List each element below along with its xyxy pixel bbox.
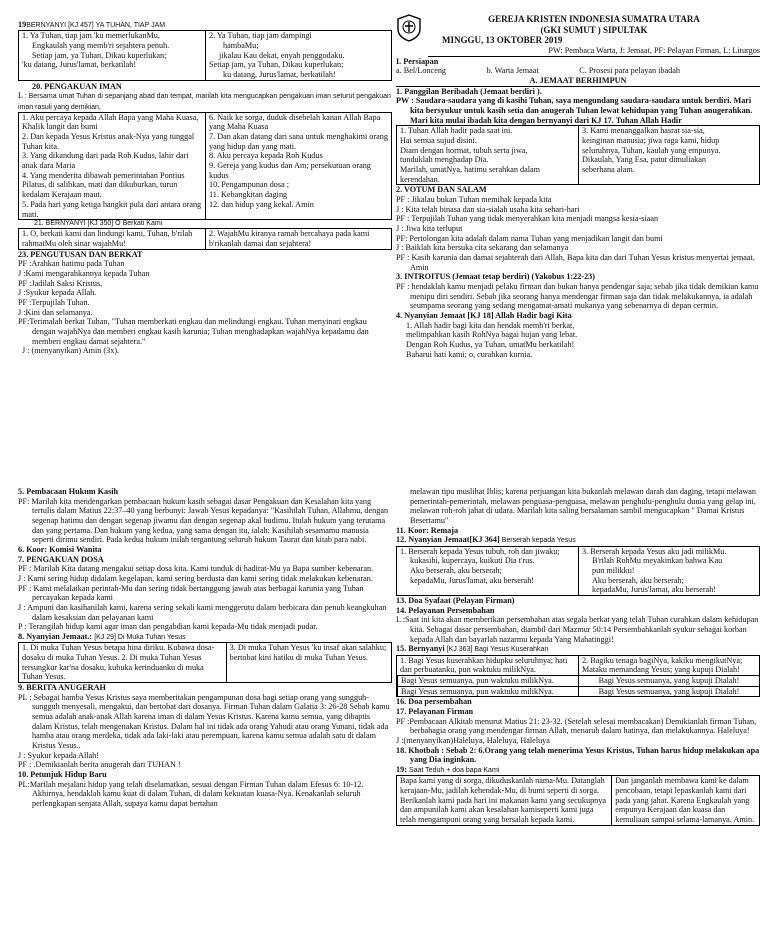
- introitus-text: PF : hendaklah kamu menjadi pelaku firman dan bukan hanya pendengar saja; sebab jika tidak demikian kamu menipu diri sendiri. Sebab jika seorang hanya mendengar firman saja dan tidak melakukannya, ia adalah seumpama seorang yang sedang mengamat-amati mukanya yang sebenarnya di depan cermin.: [396, 281, 759, 311]
- song-21-right: 2. WajahMu kiranya ramah bercahaya pada kami b'rikanlah damai dan sejahtera!: [205, 229, 391, 248]
- confession-line: J : Kami sering hidup didalam kegelapan, kami sering berdusta dan kami sering tidak melakukan kebenaran.: [18, 574, 373, 584]
- page-left-bottom: [18, 487, 392, 927]
- church-branch: (GKI SUMUT ) SIPULTAK: [540, 24, 648, 35]
- church-name: GEREJA KRISTEN INDONESIA SUMATRA UTARA: [488, 14, 700, 24]
- offering-text: L :Saat ini kita akan memberikan persembahan atas segala berkat yang telah Tuhan curahkan dalam kehidupan kita. Sebagai dasar persembahan, diambil dari Mazmur 50:14 Persembahkanlah syukur sebagai korban kepada Allah dan bayarlah nazarmu kepada Yang Mahatinggi!: [396, 615, 759, 644]
- hallelujah-line: J :(menyanyikan)Haleluya, Haleluya, Haleluya: [396, 735, 550, 745]
- creed-heading: 20. PENGAKUAN IMAN: [32, 81, 122, 91]
- role-legend: PW: Pembaca Warta, J: Jemaat, PF: Pelayan Firman, L: Liturgos: [428, 46, 760, 57]
- service-date: MINGGU, 13 OKTOBER 2019: [442, 35, 563, 46]
- grace-response: J : Syukur kepada Allah!: [18, 750, 99, 760]
- song-19-heading: 19BERNYANYI [KJ 457] YA TUHAN, TIAP JAM: [18, 20, 166, 29]
- preparation-items: a. Bel/Lonceng b. Warta Jemaat C. Prosesi para pelayan ibadah: [396, 66, 680, 76]
- blessing-text: PF:Terimalah berkat Tuhan, "Tuhan memberkati engkau dan melindungi engkau. Tuhan menyinari engkau dengan wajahNya dan memberi engkau kasih karunia; Tuhan menghadapkan wajahNya kepadamu dan memberi engkau damai sejahtera.": [18, 317, 369, 346]
- song-12-box: [396, 546, 760, 596]
- votum-line: J : Baiklah kita bersuka cita sekarang dan selamanya: [396, 243, 569, 253]
- kj17-right: 3. Kami menanggalkan hasrat sia-sia, keinginan manusia; jiwa raga kami, hidup seluruhnya, Tuhan, kaulah yang empunya. Dikaulah, Yang Esa, patut dimuliakan seberhana alam.: [578, 126, 759, 184]
- song-19-right: 2. Ya Tuhan, tiap jam dampingi hambaMu; jikalau Kau dekat, enyah penggodaku. Setiap jam, ya Tuhan, Dikau kuperlukan; ku datang, Jurus'lamat, berkatilah!: [205, 31, 391, 79]
- song-12-heading: 12. Nyanyian Jemaat[KJ 364] Berserah kepada Yesus: [396, 535, 576, 545]
- offering-prayer-heading: 16. Doa persembahan: [396, 697, 472, 707]
- grace-heading: 9. BERITA ANUGERAH: [18, 683, 106, 693]
- law-text: PF: Marilah kita mendengarkan pembacaan hukum kasih sebagai dasar Pengakuan dan Kesalahan kita yang tertulis dalam Matius 22:37–40 yang berbunyi: Jawab Yesus kepadanya: "Kasihilah Tuhan, Allahmu, dengan segenap hatimu dan dengan segenap jiwamu dan dengan segenap akal budimu. Itulah hukum yang terutama dan yang pertama. Dan hukum yang kedua, yang sama dengan itu, ialah: Kasihilah sesamamu manusia seperti dirimu sendiri. Pada kedua hukum inilah tergantung seluruh hukum Taurat dan kitab para nabi.: [18, 496, 389, 545]
- song-12-left: 1. Berserah kepada Yesus tubuh, roh dan jiwaku; kukasihi, kupercaya, kuikuti Dia t'rus. Aku berserah, aku berserah; kepadaMu, Jurus'lamat, aku berserah!: [400, 546, 560, 585]
- lords-prayer-box: [396, 775, 760, 825]
- song-8-box: [18, 642, 392, 683]
- confession-heading: 7. PENGAKUAN DOSA: [18, 554, 104, 564]
- page-right-top: [396, 14, 760, 420]
- church-header: [396, 14, 760, 57]
- song-4-line: Dengan Roh Kudus, ya Tuhan, umatMu berkatilah!: [406, 339, 575, 349]
- confession-line: J : Ampuni dan kasihanilah kami, karena sering sekali kami menggerutu dalam berbicara dan penuh keangkuhan dalam kesaksian dan pelayanan kami: [18, 603, 387, 622]
- call-text: PW : Saudara-saudara yang di kasihi Tuhan, saya mengundang saudara-saudara untuk berdiri. Mari kita bersyukur untuk kasih setia dan anugerah Tuhan lewat kehidupan yang Tuhan anugerahkan. Mari kita mulai ibadah kita dengan bernyanyi dari KJ 17. Tuhan Allah Hadir: [396, 96, 753, 125]
- sending-line: J :Syukur kepada Allah.: [18, 288, 97, 298]
- votum-line: PF : Terpujilah Tuhan yang tidak menyerahkan kita menjadi mangsa kesia-siaan: [396, 214, 659, 224]
- section-a-heading: A. JEMAAT BERHIMPUN: [396, 76, 760, 87]
- song-8-left: 1. Di muka Tuhan Yesus betapa hina diriku. Kubawa dosa-dosaku di muka Tuhan Yesus. 2. Di muka Tuhan Yesus tersungkur kar'na dosaku, kubuka kerinduanku di muka Tuhan Yesus.: [22, 643, 215, 682]
- song-15-cell: 1. Bagi Yesus kuserahkan hidupku seluruhnya; hati dan perbuatanku, pun waktuku milikNya.: [400, 655, 568, 675]
- sending-line: PF :Terpujilah Tuhan.: [18, 298, 90, 308]
- sending-heading: 23. PENGUTUSAN DAN BERKAT: [18, 249, 143, 259]
- votum-line: PF : Kasih karunia dan damai sejahterah dari Allah, Bapa kita dan dari Tuhan Yesus kristus menyertai jemaat. Amin: [396, 252, 755, 272]
- prayer-heading: 19: Saat Teduh + doa bapa Kami: [396, 764, 500, 774]
- song-21-heading: 21. BERNYANYI [KJ 350] O Berkati Kami: [34, 220, 163, 228]
- song-4-heading: 4. Nyanyian Jemaat [KJ 18] Allah Hadir bagi Kita: [396, 310, 572, 320]
- song-4-line: melimpahkan kasih RohNya bagai hujan yang lebat.: [406, 330, 578, 340]
- choir-heading: 6. Koor: Komisi Wanita: [18, 545, 102, 555]
- sermon-heading: 18. Khotbah : Sebab 2: 6.Orang yang telah menerima Yesus Kristus, Tuhan harus hidup melakukan apa yang Dia inginkan.: [396, 745, 760, 765]
- song-15-cell: Bagi Yesus semuanya, yang kupuji Dialah!: [578, 686, 759, 697]
- creed-right: 6. Naik ke sorga, duduk disebelah kanan Allah Bapa yang Maha Kuasa 7. Dan akan datang dari sana untuk menghakimi orang yang hidup dan yang mati. 8. Aku percaya kepada Roh Kudus 9. Gereja yang kudus dan Am; persekutuan orang kudus 10. Pengampunan dosa ; 11. Kebangkitan daging 12. dan hidup yang kekal. Amin: [205, 113, 391, 219]
- call-heading: 1. Panggilan Beribadah (Jemaat berdiri ).: [396, 86, 542, 96]
- introitus-heading: 3. INTROITUS (Jemaat tetap berdiri) (Yakobus 1:22-23): [396, 272, 595, 282]
- creed-left: 1. Aku percaya kepada Allah Bapa yang Maha Kuasa, Khalik langit dan bumi 2. Dan kepada Yesus Kristus anak-Nya yang tunggal Tuhan kita. 3. Yang dikandung dari pada Roh Kudus, lahir dari anak dara Maria 4. Yang menderita dibawah pemerintahan Pontius Pilatus, di salibkan, mati dan dikuburkan, turun kedalam Kerajaan maut. 5. Pada hari yang ketiga bangkit pula dari antara orang mati.: [22, 112, 202, 219]
- kj17-box: [396, 125, 760, 185]
- votum-line: PF : Jikalau bukan Tuhan memihak kepada kita: [396, 194, 552, 204]
- votum-line: J : Jiwa kita terluput: [396, 223, 463, 233]
- song-19-left: 1. Ya Tuhan, tiap jam 'ku memerlukanMu, Engkaulah yang memb'ri sejahtera penuh. Setiap jam, ya Tuhan, Dikau kuperlukan; 'ku datang, Jurus'lamat, berkatilah!: [22, 31, 170, 70]
- blessing-amin: J : (menyanyikan) Amin (3x).: [22, 346, 120, 356]
- scripture-text: PF :Pembacaan Alkitab menurut Matius 21: 23-32. (Setelah selesai membacakan) Demikianlah firman Tuhan, berbahagia orang yang mendengar firman Allah, menaruh dalam hatinya, dan melakukannya. Haleluya!: [396, 716, 757, 736]
- kj17-left: 1. Tuhan Allah hadir pada saat ini. Hai semua sujud disini. Diam dengan hormat, tubuh serta jiwa, tunduklah menghadap Dia. Marilah, umatNya, hatimu serahkan dalam kerendahan.: [400, 126, 541, 184]
- song-19-box: [18, 30, 392, 80]
- new-life-heading: 10. Petunjuk Hidup Baru: [18, 770, 107, 780]
- confession-line: PF : Marilah Kita datang mengakui setiap dosa kita. Kami tunduk di hadirat-Mu ya Bapa sumber kebenaran.: [18, 564, 374, 574]
- song-15-cell: 2. Bagiku tenaga bagiNya, kakiku mengikutNya; Mataku memandang Yesus; yang kupuji Dialah!: [578, 656, 759, 675]
- votum-line: PF: Pertolongan kita adalah dalam nama Tuhan yang menjadikan langit dan bumi: [396, 233, 663, 243]
- song-4-line: Baharui hati kami; o, curahkan kurnia.: [406, 349, 533, 359]
- intercession-heading: 13. Doa Syafaat (Pelayan Firman): [396, 595, 515, 605]
- offering-heading: 14. Pelayanan Persembahan: [396, 605, 495, 615]
- new-life-text: PL:Marilah mejalani hidup yang telah diselamatkan, sesuai dengan Firman Tuhan dalam Efesus 6: 10-12. Akhirnya, hendaklah kamu kuat di dalam Tuhan, di dalam kekuatan kuasa-Nya. Kenakanlah seluruh perlengkapan senjata Allah, supaya kamu dapat bertahan: [18, 779, 364, 809]
- law-heading: 5. Pembacaan Hukum Kasih: [18, 487, 119, 496]
- song-21-left: 1. O, berkati kami dan lindungi kami, Tuhan, b'rilah rahmatMu oleh sinar wajahMu!: [22, 229, 193, 249]
- page-right-bottom: [396, 487, 760, 927]
- song-8-right: 3. Di muka Tuhan Yesus 'ku insaf akan salahku; bertobat kini hatiku di muka Tuhan Yesus.: [226, 643, 391, 682]
- lords-prayer-right: Dan janganlah membawa kami ke dalam pencobaan, tetapi lepaskanlah kami dari pada yang jahat. Karena Engkaulah yang empunya Kerajaan dan kuasa dan kemuliaan sampai selama-lamanya. Amin.: [611, 776, 759, 824]
- song-21-box: [18, 228, 392, 249]
- song-8-heading: 8. Nyanyian Jemaat.: [KJ 29] Di Muka Tuhan Yesus: [18, 632, 186, 642]
- confession-line: P : Terangilah hidup kami agar iman dan pengabdian kami kepada-Mu tidak menjadi pudar.: [18, 622, 318, 632]
- creed-box: [18, 112, 392, 220]
- sending-line: J :Kini dan selamanya.: [18, 307, 93, 317]
- song-12-right: 3. Berserah kepada Yesus aku jadi milikMu. B'rilah RohMu meyakinkan bahwa Kau pun milikku! Aku berserah, aku berserah; kepadaMu, Jurus'lamat, aku berserah!: [578, 547, 759, 595]
- song-15-box: [396, 655, 760, 698]
- votum-heading: 2. VOTUM DAN SALAM: [396, 185, 487, 195]
- song-4-line: 1. Allah hadir bagi kita dan hendak memb'ri berkat,: [406, 320, 575, 330]
- sending-line: PF :Jadilah Saksi Kristus,: [18, 278, 103, 288]
- new-life-continued: melawan tipu muslihat Iblis; karena perjuangan kita bukanlah melawan darah dan daging, tetapi melawan pemerintah-pemerintah, melawan penguasa-penguasa, melawan penghulu-penghulu dunia yang gelap ini, melawan roh-roh jahat di udara. Marilah kita saling bersalaman sambil mengucapkan " Damai Kristus Besertamu": [410, 487, 757, 526]
- grace-closing: PF : .Demikianlah berita anugerah dari TUHAN !: [18, 760, 181, 770]
- song-15-cell: Bagi Yesus semuanya, pun waktuku milikNya.: [397, 686, 578, 697]
- confession-line: PF : Kami melalaikan perintah-Mu dan sering tidak bertanggung jawab atas berbagai karunia yang Tuhan percayakan kepada kami: [18, 583, 364, 603]
- page-left-top: [18, 20, 392, 420]
- youth-choir-heading: 11. Koor: Remaja: [396, 525, 459, 535]
- sending-line: PF :Arahkan hatimu pada Tuhan: [18, 259, 125, 269]
- grace-text: PL : Sebagai hamba Yesus Kristus saya memberitakan pengampunan dosa bagi setiap orang yang sungguh-sungguh menyesali, mengakui, dan bertobat dari dosanya. Firman Tuhan dalam Galatia 3: 26-28 Sebab kamu semua adalah anak-anak Allah karena iman di dalam Yesus Kristus. Karena kamu semua, yang dibaptis dalam Kristus, telah mengenakan Kristus. Dalam hal ini tidak ada orang Yahudi atau orang Yunani, tidak ada hamba atau orang merdeka, tidak ada laki-laki atau perempuan, karena kamu semua adalah satu di dalam Kristus Yesus..: [18, 692, 390, 751]
- lords-prayer-left: Bapa kami yang di sorga, dikuduskanlah nama-Mu. Datanglah kerajaan-Mu, jadilah kehendak-Mu, di bumi seperti di sorga. Berikanlah kami pada hari ini makanan kami yang secukupnya dan ampunilah kami akan kesalahan kamiseperti kami juga telah mengampuni orang yang bersalah kepada kami.: [400, 776, 606, 824]
- preparation-heading: I. Persiapan: [396, 56, 439, 66]
- creed-intro: L : Bersama umat Tuhan di sepanjang abad dan tempat, marilah kita mengucapkan pengakuan iman seturut pengakuan iman rasuli yang demikian,: [18, 91, 391, 111]
- church-logo-icon: [396, 14, 422, 42]
- song-15-cell: Bagi Yesus semuanya, pun waktuku milikNya.: [397, 675, 578, 686]
- song-15-cell: Bagi Yesus semuanya, yang kupuji Dialah!: [578, 675, 759, 686]
- sermon-service-heading: 17. Pelayanan Firman: [396, 706, 474, 716]
- votum-line: J : Kita telah binasa dan sia-sialah usaha kita sehari-hari: [396, 204, 580, 214]
- sending-line: J :Kami mengarahkannya kepada Tuhan: [18, 269, 150, 279]
- song-15-heading: 15. Bernyanyi [KJ 363] Bagi Yesus Kuserahkan: [396, 644, 549, 654]
